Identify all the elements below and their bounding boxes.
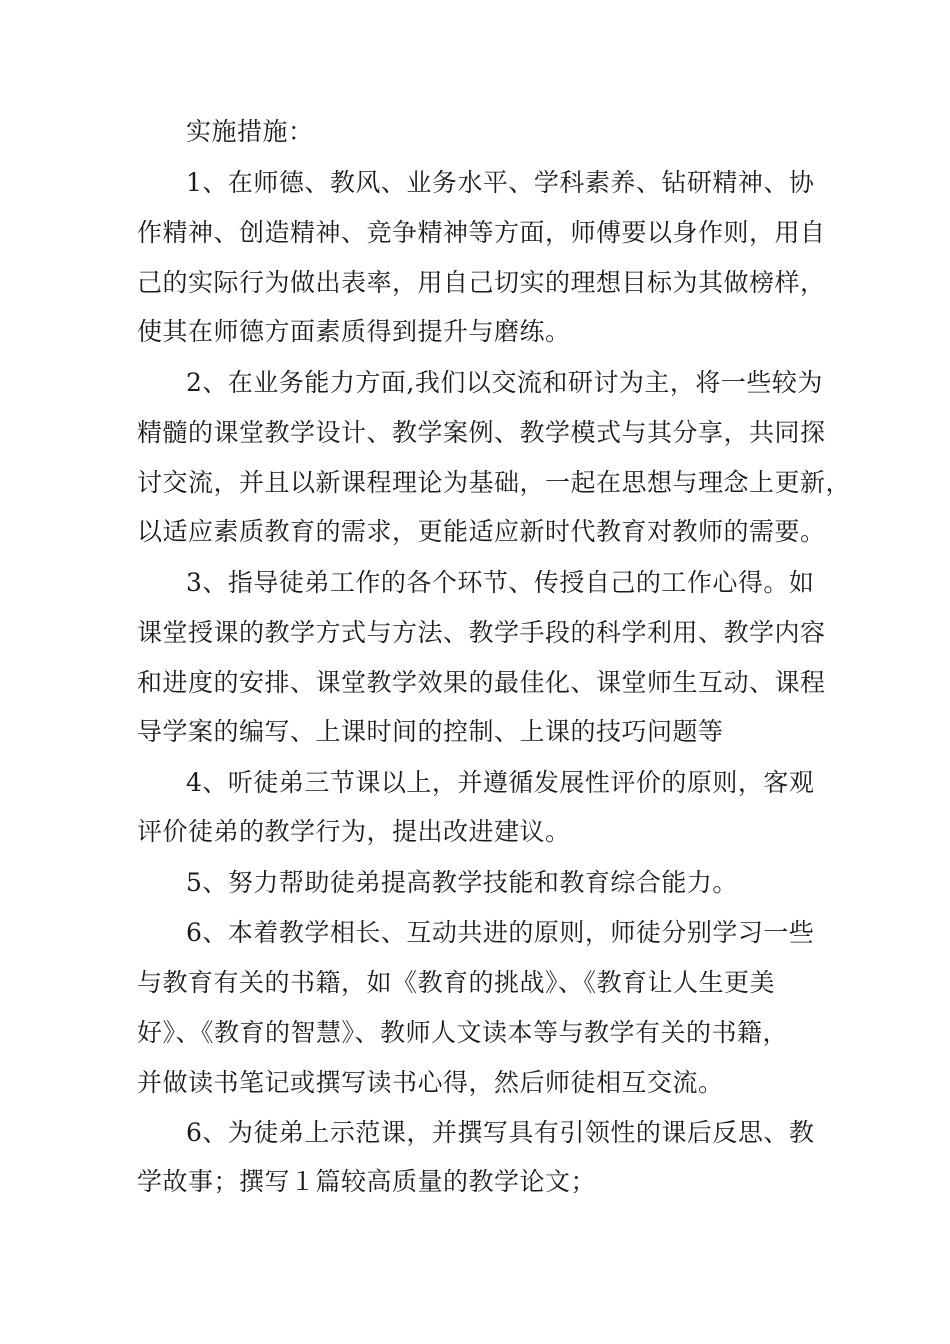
paragraph-line: 课堂授课的教学方式与方法、教学手段的科学利用、教学内容 [137,618,826,647]
section-heading: 实施措施： [186,117,314,146]
paragraph-line: 2、在业务能力方面,我们以交流和研讨为主，将一些较为 [186,368,823,397]
paragraph-line: 作精神、创造精神、竞争精神等方面，师傅要以身作则，用自 [137,218,826,247]
paragraph-line: 并做读书笔记或撰写读书心得，然后师徒相互交流。 [137,1068,724,1097]
paragraph-line: 使其在师德方面素质得到提升与磨练。 [137,317,571,346]
paragraph-line: 学故事；撰写１篇较高质量的教学论文； [137,1167,597,1196]
paragraph-line: 讨交流，并且以新课程理论为基础，一起在思想与理念上更新， [137,468,852,497]
paragraph-line: 好》、《教育的智慧》、教师人文读本等与教学有关的书籍， [137,1018,789,1047]
paragraph-line: 3、指导徒弟工作的各个环节、传授自己的工作心得。如 [186,568,815,597]
paragraph-line: 精髓的课堂教学设计、教学案例、教学模式与其分享，共同探 [137,418,826,447]
paragraph-line: 5、努力帮助徒弟提高教学技能和教育综合能力。 [186,868,738,897]
paragraph-line: 4、听徒弟三节课以上，并遵循发展性评价的原则，客观 [186,768,815,797]
paragraph-line: 评价徒弟的教学行为，提出改进建议。 [137,817,571,846]
paragraph-line: 和进度的安排、课堂教学效果的最佳化、课堂师生互动、课程 [137,668,826,697]
paragraph-line: 与教育有关的书籍，如《教育的挑战》、《教育让人生更美 [137,968,776,997]
paragraph-line: 6、本着教学相长、互动共进的原则，师徒分别学习一些 [186,918,815,947]
paragraph-line: 导学案的编写、上课时间的控制、上课的技巧问题等 [137,717,724,746]
paragraph-line: 己的实际行为做出表率，用自己切实的理想目标为其做榜样， [137,268,826,297]
paragraph-line: 6、为徒弟上示范课，并撰写具有引领性的课后反思、教 [186,1118,815,1147]
paragraph-line: 以适应素质教育的需求，更能适应新时代教育对教师的需要。 [137,517,826,546]
paragraph-line: 1、在师德、教风、业务水平、学科素养、钻研精神、协 [186,168,815,197]
